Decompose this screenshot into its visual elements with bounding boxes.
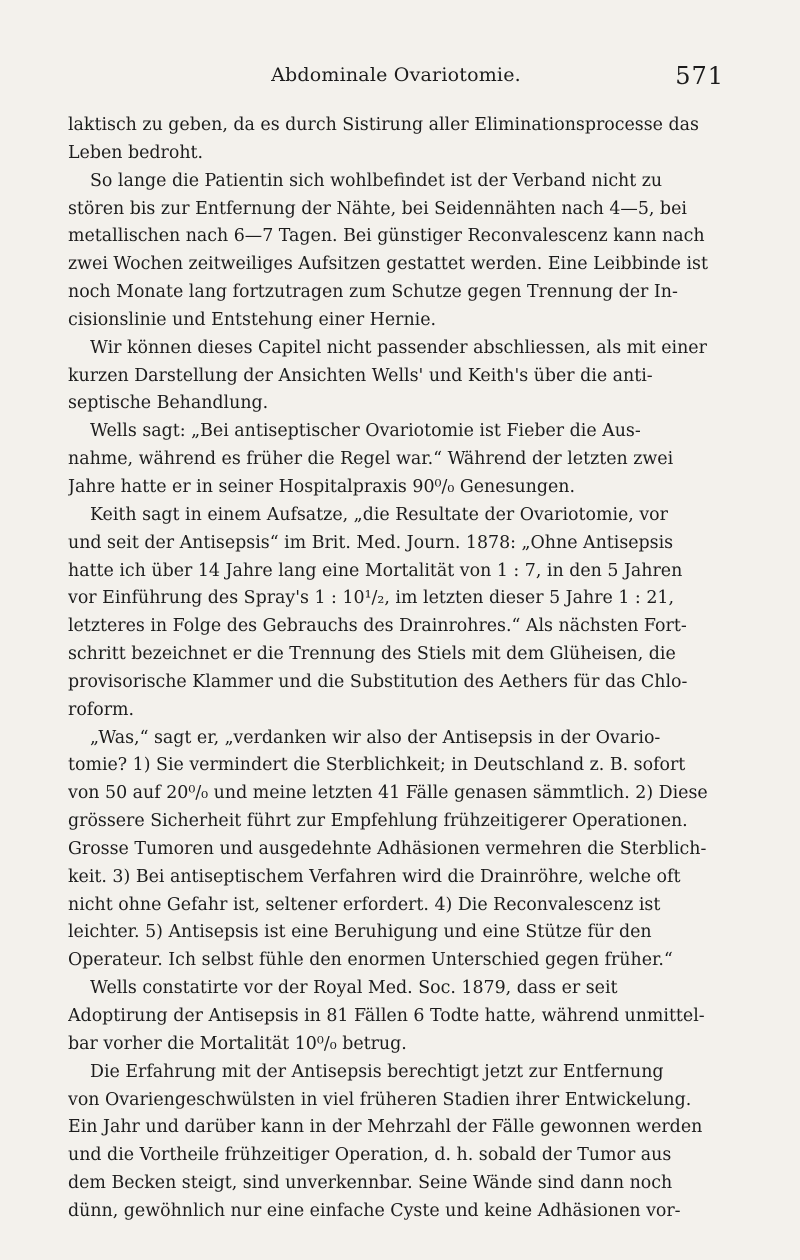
text-line: dem Becken steigt, sind unverkennbar. Seine Wände sind dann noch xyxy=(68,1173,673,1194)
text-line: roform. xyxy=(68,699,135,720)
text-line: Operateur. Ich selbst fühle den enormen Unterschied gegen früher.“ xyxy=(68,950,673,971)
running-title: Abdominale Ovariotomie. xyxy=(271,64,521,86)
text-line: tomie? 1) Sie vermindert die Sterblichkeit; in Deutschland z. B. sofort xyxy=(68,755,686,776)
page-header xyxy=(68,62,724,92)
text-line: dünn, gewöhnlich nur eine einfache Cyste und keine Adhäsionen vor- xyxy=(68,1200,681,1221)
text-line: Jahre hatte er in seiner Hospitalpraxis 90⁰/₀ Genesungen. xyxy=(68,476,575,497)
text-line: Wells constatirte vor der Royal Med. Soc. 1879, dass er seit xyxy=(90,978,618,999)
text-line: und seit der Antisepsis“ im Brit. Med. Journ. 1878: „Ohne Antisepsis xyxy=(68,532,674,553)
text-line: letzteres in Folge des Gebrauchs des Drainrohres.“ Als nächsten Fort- xyxy=(68,616,687,637)
text-line: zwei Wochen zeitweiliges Aufsitzen gestattet werden. Eine Leibbinde ist xyxy=(68,254,708,275)
text-line: noch Monate lang fortzutragen zum Schutze gegen Trennung der In- xyxy=(68,282,678,303)
text-line: Grosse Tumoren und ausgedehnte Adhäsionen vermehren die Sterblich- xyxy=(68,838,707,859)
text-line: laktisch zu geben, da es durch Sistirung aller Eliminationsprocesse das xyxy=(68,115,699,135)
text-line: grössere Sicherheit führt zur Empfehlung frühzeitigerer Operationen. xyxy=(68,811,688,832)
text-line: und die Vortheile frühzeitiger Operation, d. h. sobald der Tumor aus xyxy=(68,1145,672,1166)
text-line: provisorische Klammer und die Substitution des Aethers für das Chlo- xyxy=(68,671,688,692)
text-line: kurzen Darstellung der Ansichten Wells' und Keith's über die anti- xyxy=(68,365,653,386)
text-line: So lange die Patientin sich wohlbefindet ist der Verband nicht zu xyxy=(90,170,663,191)
text-line: von 50 auf 20⁰/₀ und meine letzten 41 Fälle genasen sämmtlich. 2) Diese xyxy=(68,783,708,804)
text-line: cisionslinie und Entstehung einer Hernie. xyxy=(68,309,437,330)
text-line: stören bis zur Entfernung der Nähte, bei Seidennähten nach 4—5, bei xyxy=(68,198,687,219)
page-number: 571 xyxy=(675,62,724,90)
text-line: Keith sagt in einem Aufsatze, „die Resultate der Ovariotomie, vor xyxy=(90,504,668,525)
text-line: metallischen nach 6—7 Tagen. Bei günstiger Reconvalescenz kann nach xyxy=(68,226,705,247)
text-line: Wir können dieses Capitel nicht passender abschliessen, als mit einer xyxy=(90,337,707,358)
text-line: nicht ohne Gefahr ist, seltener erfordert. 4) Die Reconvalescenz ist xyxy=(68,894,661,915)
text-line: von Ovariengeschwülsten in viel früheren Stadien ihrer Entwickelung. xyxy=(68,1089,692,1110)
text-line: keit. 3) Bei antiseptischem Verfahren wird die Drainröhre, welche oft xyxy=(68,866,681,887)
text-line: schritt bezeichnet er die Trennung des Stiels mit dem Glüheisen, die xyxy=(68,644,676,665)
text-line: Die Erfahrung mit der Antisepsis berechtigt jetzt zur Entfernung xyxy=(90,1061,664,1082)
text-line: Ein Jahr und darüber kann in der Mehrzahl der Fälle gewonnen werden xyxy=(68,1117,703,1138)
text-line: vor Einführung des Spray's 1 : 10¹/₂, im letzten dieser 5 Jahre 1 : 21, xyxy=(68,588,674,609)
text-line: Leben bedroht. xyxy=(68,142,204,163)
body-text xyxy=(68,112,724,1226)
text-line: hatte ich über 14 Jahre lang eine Mortalität von 1 : 7, in den 5 Jahren xyxy=(68,560,683,581)
text-line: septische Behandlung. xyxy=(68,393,269,414)
text-line: nahme, während es früher die Regel war.“ Während der letzten zwei xyxy=(68,449,674,470)
text-line: „Was,“ sagt er, „verdanken wir also der Antisepsis in der Ovario- xyxy=(90,727,661,748)
text-line: Adoptirung der Antisepsis in 81 Fällen 6 Todte hatte, während unmittel- xyxy=(68,1006,705,1026)
text-line: bar vorher die Mortalität 10⁰/₀ betrug. xyxy=(68,1033,407,1054)
text-line: leichter. 5) Antisepsis ist eine Beruhigung und eine Stütze für den xyxy=(68,922,652,943)
text-line: Wells sagt: „Bei antiseptischer Ovariotomie ist Fieber die Aus- xyxy=(90,421,641,442)
